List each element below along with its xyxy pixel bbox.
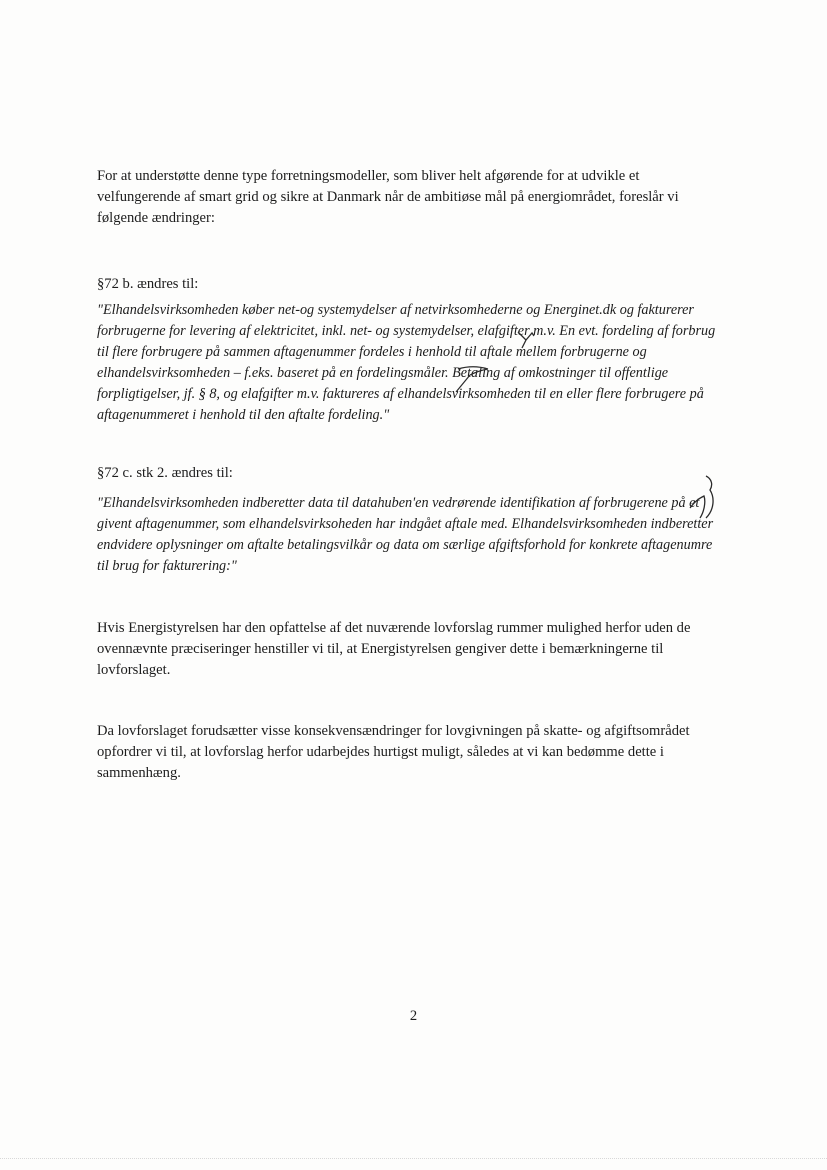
quote-line: endvidere oplysninger om aftalte betalingsvilkår og data om særlige afgiftsforhold for konkrete aftagenumre xyxy=(97,537,713,553)
quote-line: "Elhandelsvirksomheden køber net-og systemydelser af netvirksomhederne og Energinet.dk og fakturerer xyxy=(97,302,694,318)
section-72c-quote xyxy=(97,493,757,577)
intro-line: følgende ændringer: xyxy=(97,210,215,226)
page-number: 2 xyxy=(409,1008,418,1024)
quote-line: forbrugerne for levering af elektricitet, inkl. net- og systemydelser, elafgifter m.v. En evt. fordeling af forbrug xyxy=(97,323,716,339)
paragraph-energistyrelsen xyxy=(97,618,752,681)
quote-line: til flere forbrugere på sammen aftagenummer fordeles i henhold til aftale mellem forbrugerne og xyxy=(97,344,647,360)
quote-line: aftagenummeret i henhold til den aftalte fordeling." xyxy=(97,407,390,423)
intro-line: For at understøtte denne type forretningsmodeller, som bliver helt afgørende for at udvikle et xyxy=(97,168,640,184)
paragraph-line: lovforslaget. xyxy=(97,662,171,678)
quote-line: givent aftagenummer, som elhandelsvirksoheden har indgået aftale med. Elhandelsvirksomheden indberetter xyxy=(97,516,714,532)
paragraph-line: Hvis Energistyrelsen har den opfattelse af det nuværende lovforslag rummer mulighed herfor uden de xyxy=(97,620,691,636)
quote-line: "Elhandelsvirksomheden indberetter data til datahuben'en vedrørende identifikation af forbrugerene på et xyxy=(97,495,700,511)
intro-line: velfungerende af smart grid og sikre at Danmark når de ambitiøse mål på energiområdet, foreslår vi xyxy=(97,189,679,205)
quote-line: til brug for fakturering:" xyxy=(97,558,237,574)
paragraph-konsekvensaendringer xyxy=(97,721,752,784)
scan-edge xyxy=(0,1158,827,1161)
paragraph-line: ovennævnte præciseringer henstiller vi til, at Energistyrelsen gengiver dette i bemærkningerne til xyxy=(97,641,664,657)
paragraph-line: opfordrer vi til, at lovforslag herfor udarbejdes hurtigst muligt, således at vi kan bedømme dette i xyxy=(97,744,664,760)
section-72b-heading: §72 b. ændres til: xyxy=(97,276,199,292)
quote-line: forpligtigelser, jf. § 8, og elafgifter m.v. faktureres af elhandelsvirksomheden til en eller flere forbrugere på xyxy=(97,386,704,402)
section-72c-heading: §72 c. stk 2. ændres til: xyxy=(97,465,233,481)
intro-paragraph xyxy=(97,166,752,229)
paragraph-line: Da lovforslaget forudsætter visse konsekvensændringer for lovgivningen på skatte- og afgiftsområdet xyxy=(97,723,690,739)
paragraph-line: sammenhæng. xyxy=(97,765,181,781)
section-72b-quote xyxy=(97,300,757,426)
quote-line: elhandelsvirksomheden – f.eks. baseret på en fordelingsmåler. Betaling af omkostninger til offentlige xyxy=(97,365,669,381)
